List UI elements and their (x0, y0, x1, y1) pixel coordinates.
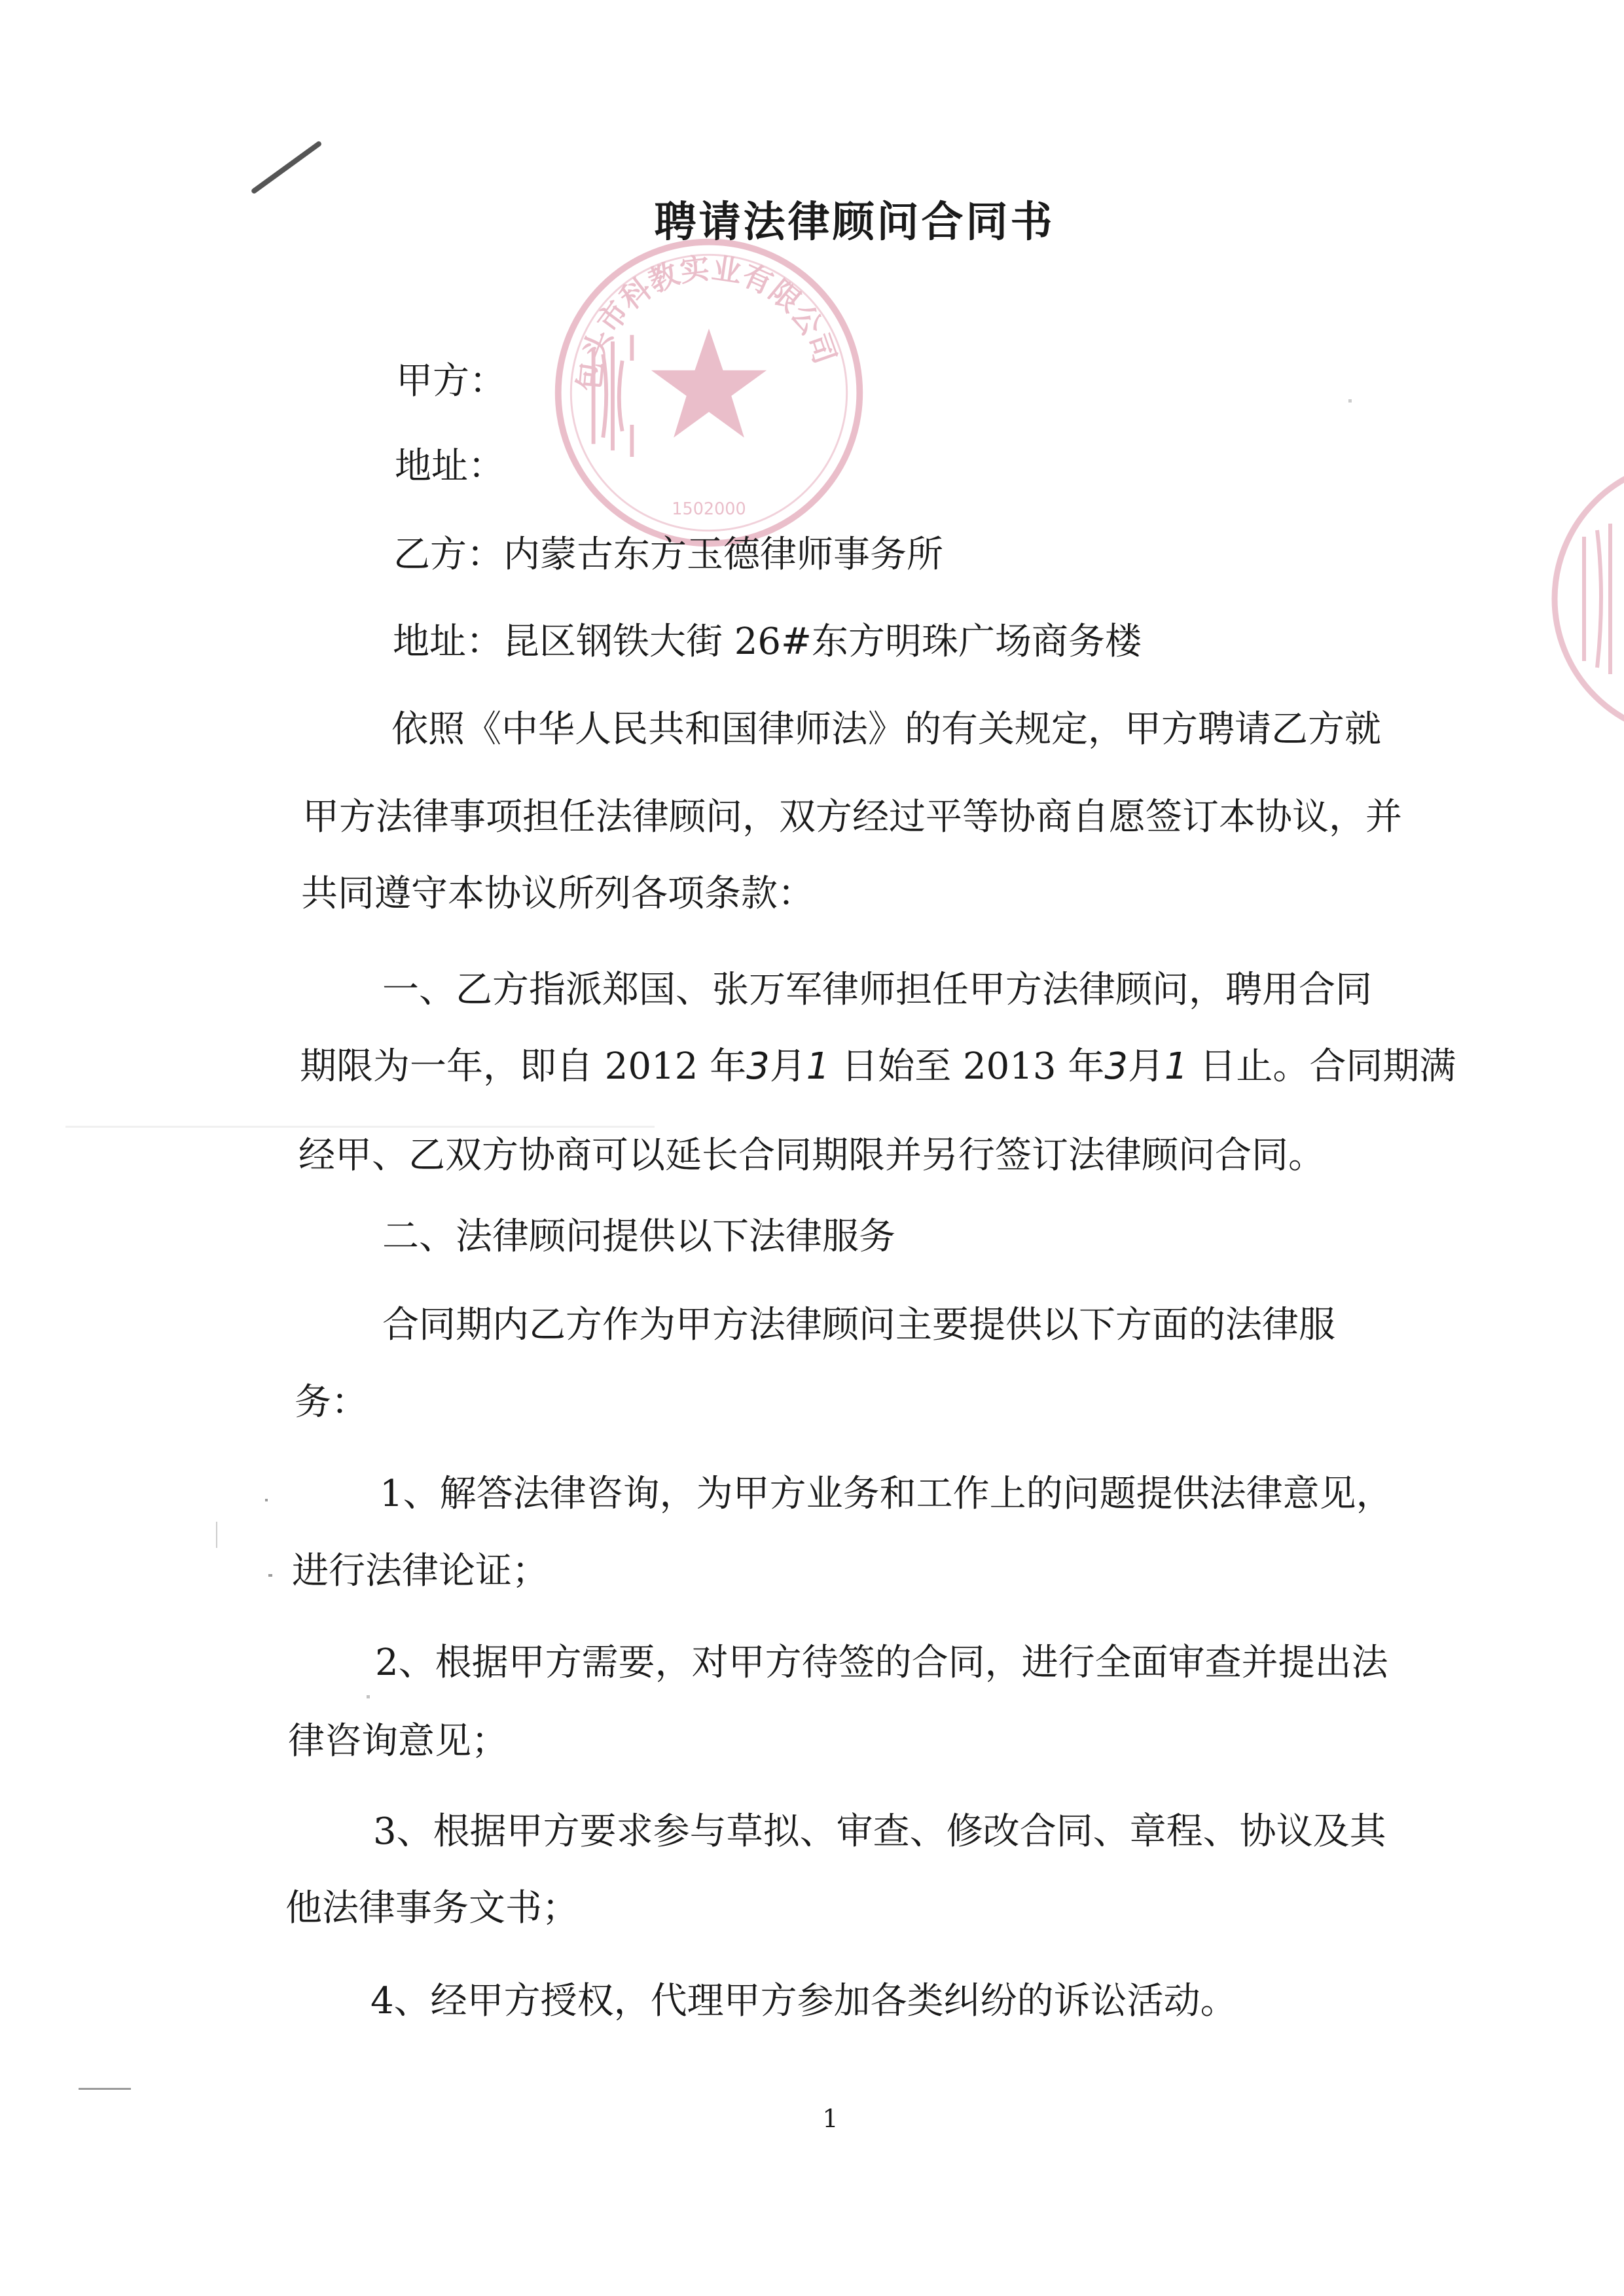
term-start-day: 1 (806, 1045, 830, 1088)
seal-number: 1502000 (672, 499, 746, 520)
pen-scratch-mark (251, 140, 323, 194)
scan-speck (268, 1574, 272, 1577)
partial-seal-edge (1545, 452, 1624, 746)
term-end-month: 3 (1104, 1045, 1128, 1088)
term-start-month: 3 (746, 1045, 770, 1088)
service-3-line-1: 3、根据甲方要求参与草拟、审查、修改合同、章程、协议及其 (373, 1810, 1386, 1853)
scan-speck (1348, 399, 1352, 403)
scan-speck (367, 1695, 370, 1698)
scan-speck (79, 2088, 131, 2090)
service-1-line-1: 1、解答法律咨询，为甲方业务和工作上的问题提供法律意见， (380, 1473, 1393, 1515)
intro-line-2: 甲方法律事项担任法律顾问，双方经过平等协商自愿签订本协议，并 (302, 796, 1402, 838)
party-b-address-line: 地址：昆区钢铁大街 26#东方明珠广场商务楼 (393, 620, 1142, 663)
clause-2-intro-line-1: 合同期内乙方作为甲方法律顾问主要提供以下方面的法律服 (382, 1304, 1335, 1346)
term-month-word-2: 月 (1127, 1045, 1164, 1088)
seal-main-text: 包头市科教实业有限公司 (571, 250, 843, 393)
clause-1-term-line (300, 1045, 1456, 1088)
term-suffix: 日止。合同期满 (1187, 1045, 1456, 1088)
party-a-address-label: 地址： (395, 445, 505, 488)
scan-speck (216, 1522, 217, 1548)
intro-line-1: 依照《中华人民共和国律师法》的有关规定，甲方聘请乙方就 (391, 708, 1381, 751)
service-1-line-2: 进行法律论证； (292, 1550, 549, 1592)
clause-1-line-3: 经甲、乙双方协商可以延长合同期限并另行签订法律顾问合同。 (298, 1134, 1325, 1177)
company-seal (549, 232, 869, 553)
star-icon (651, 329, 767, 438)
clause-1-line-1: 一、乙方指派郑国、张万军律师担任甲方法律顾问，聘用合同 (382, 969, 1372, 1011)
party-b-line: 乙方：内蒙古东方玉德律师事务所 (393, 533, 943, 576)
service-4-line: 4、经甲方授权，代理甲方参加各类纠纷的诉讼活动。 (370, 1980, 1237, 2022)
term-end-day: 1 (1164, 1045, 1188, 1088)
clause-2-heading: 二、法律顾问提供以下法律服务 (382, 1215, 895, 1258)
scan-streak (65, 1126, 655, 1128)
intro-line-3: 共同遵守本协议所列各项条款： (301, 872, 814, 915)
term-month-word-1: 月 (769, 1045, 806, 1088)
service-2-line-2: 律咨询意见； (288, 1720, 508, 1763)
term-mid: 日始至 2013 年 (829, 1045, 1105, 1088)
scan-speck (265, 1499, 268, 1501)
service-2-line-1: 2、根据甲方需要，对甲方待签的合同，进行全面审查并提出法 (375, 1641, 1388, 1684)
party-a-label: 甲方： (396, 360, 506, 403)
document-title: 聘请法律顾问合同书 (654, 198, 1055, 247)
page-number: 1 (822, 2104, 839, 2133)
service-3-line-2: 他法律事务文书； (285, 1887, 579, 1929)
term-prefix: 期限为一年，即自 2012 年 (300, 1045, 747, 1088)
clause-2-intro-line-2: 务： (295, 1381, 368, 1424)
